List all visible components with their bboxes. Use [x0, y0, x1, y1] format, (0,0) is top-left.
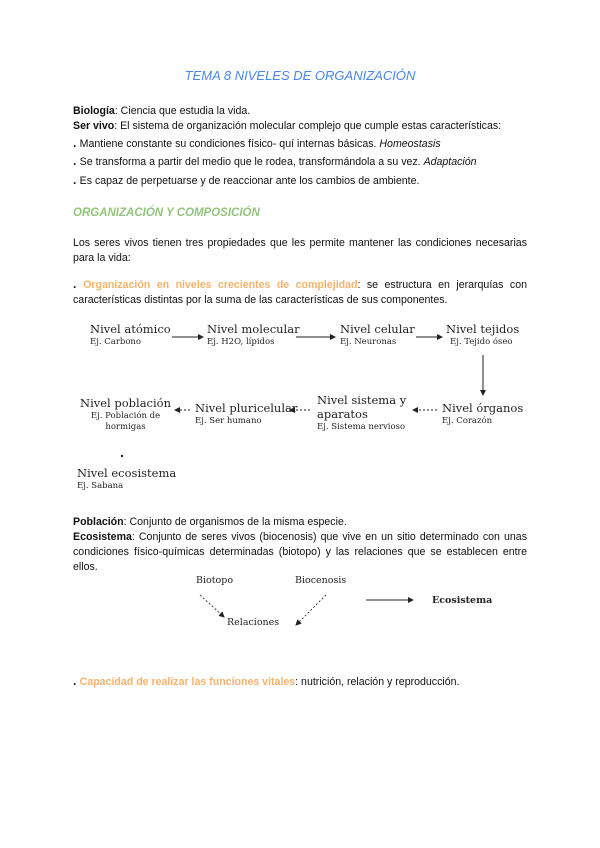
poblacion-definition [73, 515, 347, 529]
bullet-text: Es capaz de perpetuarse y de reaccionar ante los cambios de ambiente. [79, 175, 420, 187]
eco-relaciones: Relaciones [227, 617, 280, 628]
biologia-term: Biología [73, 105, 115, 117]
level-example: Ej. Carbono [90, 337, 142, 347]
eco-biotopo: Biotopo [196, 575, 234, 586]
arrow-biotopo-relaciones [200, 595, 224, 617]
level-name: Nivel molecular [207, 322, 300, 336]
property-2-highlight: Capacidad de realizar las funciones vitales [79, 676, 296, 688]
property-2-paragraph [73, 674, 459, 689]
bullet-text: Mantiene constante su condiciones físico- quí internas básicas. [79, 138, 380, 150]
bullet-text: Se transforma a partir del medio que le rodea, transformándola a su vez. [79, 156, 424, 168]
level-example: Ej. Población de [90, 411, 161, 421]
poblacion-text: : Conjunto de organismos de la misma especie. [123, 516, 347, 528]
eco-ecosistema: Ecosistema [432, 595, 493, 606]
ser-vivo-text: : El sistema de organización molecular complejo que cumple estas características: [114, 120, 502, 132]
level-example: Ej. Neuronas [340, 337, 397, 347]
ecosistema-text: : Conjunto de seres vivos (biocenosis) que vive en un sitio determinado con unas condiciones físico-químicas determinadas (biotopo) y las relaciones que se establecen entre ellos. [73, 531, 527, 573]
level-name: Nivel celular [340, 322, 415, 336]
level-example: Ej. Corazón [442, 416, 493, 426]
arrow-poblacion-ecosistema [121, 455, 123, 457]
bullet-dot: . [73, 277, 84, 291]
poblacion-term: Población [73, 516, 124, 528]
bullet-emphasis: Adaptación [423, 156, 477, 168]
property-1-text: : se estructura en jerarquías con características distintas por la suma de las características de sus componentes. [73, 279, 527, 306]
property-1-highlight: Organización en niveles crecientes de complejidad [83, 279, 358, 291]
level-example: Ej. Sistema nervioso [317, 422, 406, 432]
level-name: Nivel sistema y [317, 393, 407, 407]
level-example: hormigas [105, 422, 146, 432]
level-example: Ej. Sabana [77, 481, 124, 491]
bullet-dot: . [73, 173, 80, 187]
biologia-text: : Ciencia que estudia la vida. [114, 105, 251, 117]
section-heading: ORGANIZACIÓN Y COMPOSICIÓN [73, 207, 260, 219]
ecosistema-term: Ecosistema [73, 531, 132, 543]
page-title: TEMA 8 NIVELES DE ORGANIZACIÓN [184, 68, 416, 83]
bullet-dot: . [73, 154, 80, 168]
bullet-emphasis: Homeostasis [379, 138, 441, 150]
bullet-dot: . [73, 136, 80, 150]
ser-vivo-term: Ser vivo [73, 120, 115, 132]
intro-paragraph: Los seres vivos tienen tres propiedades que les permite mantener las condiciones necesarias para la vida: [73, 237, 527, 264]
level-name: Nivel ecosistema [77, 466, 177, 480]
level-example: Ej. Ser humano [195, 416, 262, 426]
level-example: Ej. Tejido óseo [450, 337, 513, 347]
level-name: Nivel pluricelular [195, 401, 298, 415]
level-example: Ej. H2O, lípidos [207, 337, 275, 347]
level-name: Nivel tejidos [446, 322, 520, 336]
arrow-biocenosis-relaciones [296, 595, 326, 625]
level-name: Nivel atómico [90, 322, 171, 336]
level-name: aparatos [317, 407, 368, 421]
level-name: Nivel población [80, 396, 172, 410]
level-name: Nivel órganos [442, 401, 524, 415]
eco-biocenosis: Biocenosis [295, 575, 347, 586]
property-2-text: : nutrición, relación y reproducción. [295, 676, 460, 688]
ecosistema-definition [73, 530, 527, 575]
bullet-dot: . [73, 674, 80, 688]
